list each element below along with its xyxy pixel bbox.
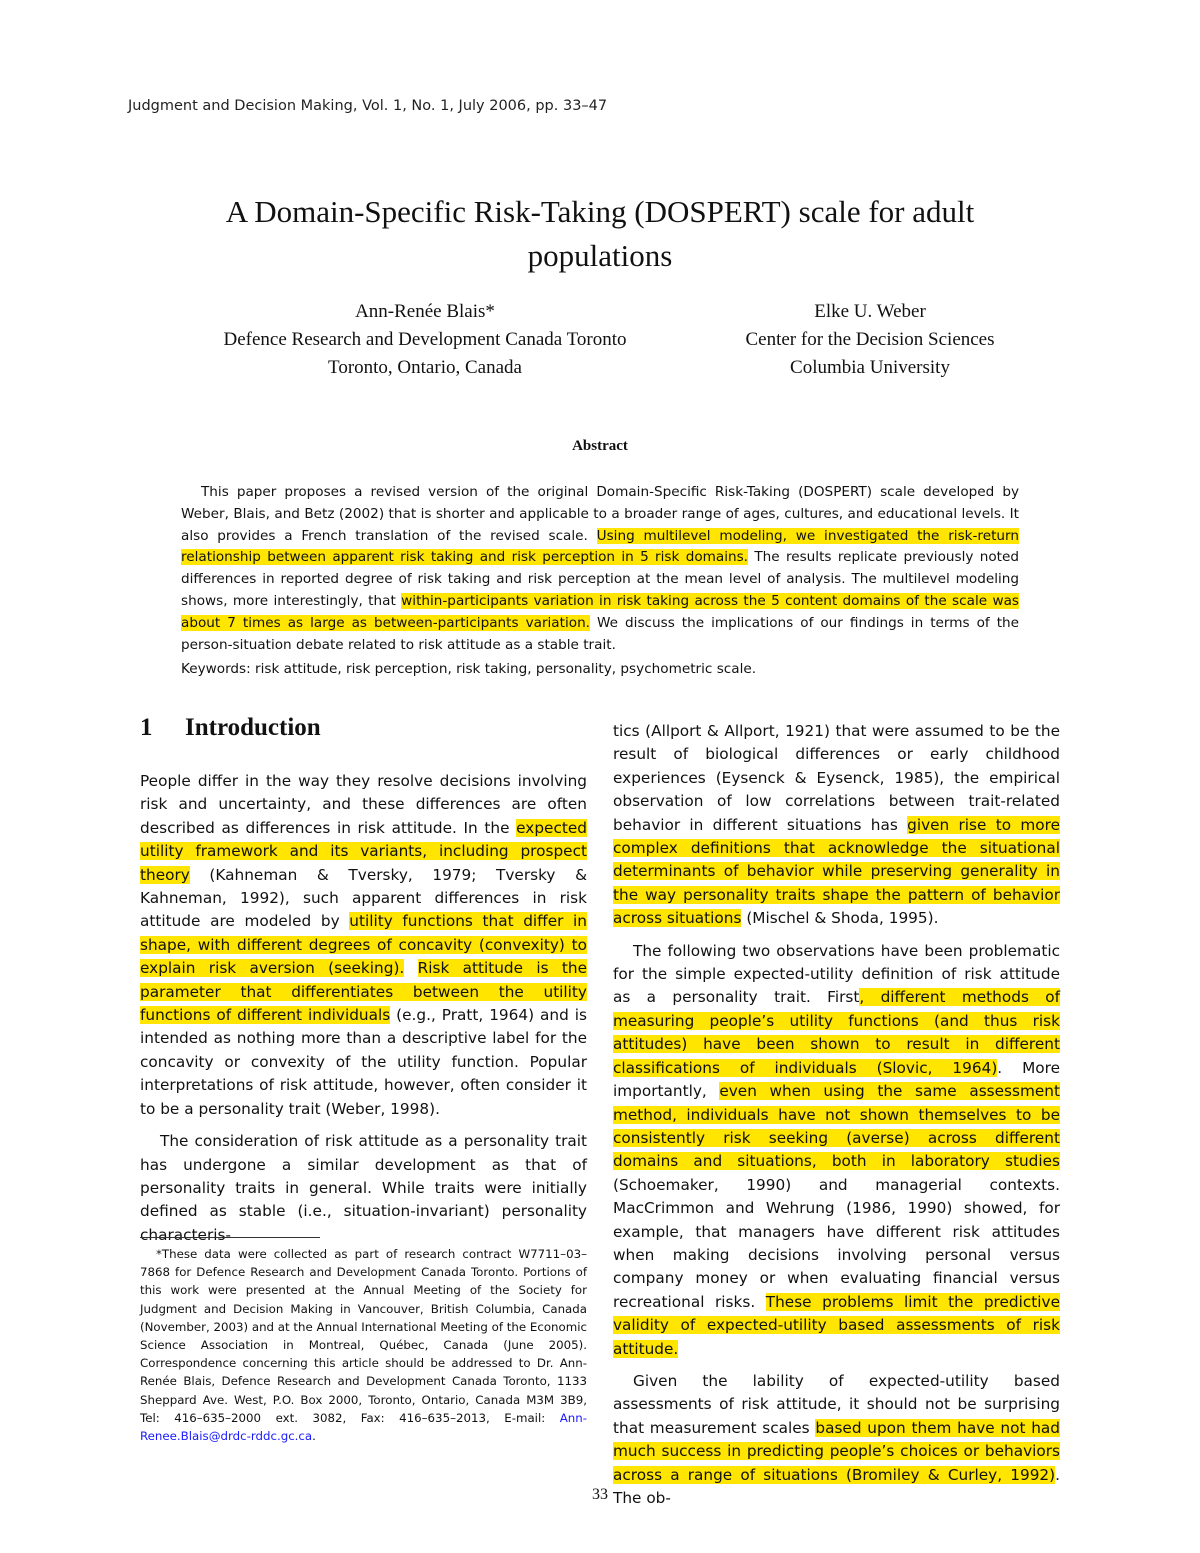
body-paragraph [140, 770, 587, 1121]
author-location: Columbia University [790, 357, 950, 378]
abstract-paragraph [181, 482, 1019, 656]
section-number: 1 [140, 714, 153, 741]
section-heading [140, 714, 321, 742]
author-affiliation: Defence Research and Development Canada Toronto [223, 329, 627, 350]
body-paragraph [613, 1370, 1060, 1510]
body-text: . More importantly, [613, 1058, 1060, 1101]
body-highlight: , different methods of measuring people’s utility functions (and thus risk attitudes) have been shown to result in different classifications of individuals (Slovic, 1964) [613, 988, 1060, 1077]
body-paragraph [140, 1130, 587, 1247]
abstract-highlight: within-participants variation in risk taking across the 5 content domains of the scale was about 7 times as large as between-participants variation. [181, 592, 1019, 631]
body-highlight: even when using the same assessment method, individuals have not shown themselves to be consistently risk seeking (averse) across different domains and situations, both in laboratory studies [613, 1082, 1060, 1171]
abstract-heading: Abstract [572, 438, 628, 454]
body-text: The consideration of risk attitude as a personality trait has undergone a similar development as that of personality traits in general. While traits were initially defined as stable (i.e., situation-invariant) personality characteris- [140, 1132, 587, 1244]
body-text: (Kahneman & Tversky, 1979; Tversky & Kahneman, 1992), such apparent differences in risk attitude are modeled by [140, 865, 587, 931]
body-text: People differ in the way they resolve decisions involving risk and uncertainty, and these differences are often described as differences in risk attitude. In the [140, 772, 587, 837]
right-column [613, 720, 1060, 1510]
body-paragraph [613, 720, 1060, 931]
body-highlight: These problems limit the predictive validity of expected-utility based assessments of risk attitude. [613, 1292, 1060, 1358]
author-location: Toronto, Ontario, Canada [328, 357, 522, 378]
body-highlight: given rise to more complex definitions that acknowledge the situational determinants of behavior while preserving generality in the way personality traits shape the pattern of behavior across situations [613, 815, 1060, 928]
author-block-1 [160, 298, 690, 382]
title-line-2: populations [527, 238, 673, 273]
abstract-text-segment: The results replicate previously noted differences in reported degree of risk taking and risk perception at the mean level of analysis. The multilevel modeling shows, more interestingly, that [181, 549, 1019, 609]
body-highlight: utility functions that differ in shape, with different degrees of concavity (convexity) to explain risk aversion (seeking). [140, 912, 587, 978]
body-text: Given the lability of expected-utility based assessments of risk attitude, it should not be surprising that measurement scales [613, 1371, 1060, 1437]
author-affiliation: Center for the Decision Sciences [745, 329, 995, 350]
body-highlight: Risk attitude is the parameter that differentiates between the utility functions of different individuals [140, 959, 587, 1025]
body-highlight: based upon them have not had much success in predicting people’s choices or behaviors across a range of situations (Bromiley & Curley, 1992) [613, 1418, 1060, 1484]
author-name: Elke U. Weber [814, 301, 926, 322]
abstract-text [181, 482, 1019, 656]
left-column [140, 770, 587, 1247]
running-head: Judgment and Decision Making, Vol. 1, No. 1, July 2006, pp. 33–47 [128, 98, 608, 114]
footnote-end: . [312, 1429, 316, 1444]
abstract-text-segment: This paper proposes a revised version of the original Domain-Specific Risk-Taking (DOSPERT) scale developed by Weber, Blais, and Betz (2002) that is shorter and applicable to a broader range of ages, cultures, and educational levels. It also provides a French translation of the revised scale. [181, 484, 1019, 544]
body-text: The following two observations have been problematic for the simple expected-utility definition of risk attitude as a personality trait. First [613, 941, 1060, 1007]
author-name: Ann-Renée Blais* [355, 301, 495, 322]
paper-title [100, 190, 1100, 278]
footnote-rule [140, 1237, 320, 1238]
footnote [140, 1245, 587, 1445]
body-text: (e.g., Pratt, 1964) and is intended as nothing more than a descriptive label for the concavity or convexity of the utility function. Popular interpretations of risk attitude, however, often consider it to be a personality trait (Weber, 1998). [140, 1006, 587, 1118]
body-text: . The ob- [613, 1465, 1060, 1507]
body-highlight: expected utility framework and its variants, including prospect theory [140, 818, 587, 884]
page-number: 33 [592, 1486, 608, 1503]
abstract-text-segment: We discuss the implications of our findings in terms of the person-situation debate related to risk attitude as a stable trait. [181, 614, 1019, 653]
footnote-text: *These data were collected as part of research contract W7711–03–7868 for Defence Research and Development Canada Toronto. Portions of this work were presented at the Annual Meeting of the Society for Judgment and Decision Making in Vancouver, British Columbia, Canada (November, 2003) and at the Annual International Meeting of the Economic Science Association in Montreal, Québec, Canada (June 2005). Correspondence concerning this article should be addressed to Dr. Ann-Renée Blais, Defence Research and Development Canada Toronto, 1133 Sheppard Ave. West, P.O. Box 2000, Toronto, Ontario, Canada M3M 3B9, Tel: 416–635–2000 ext. 3082, Fax: 416–635–2013, E-mail: [140, 1247, 587, 1425]
body-text [404, 959, 417, 977]
keywords: Keywords: risk attitude, risk perception, risk taking, personality, psychometric scale. [181, 661, 757, 677]
abstract-highlight: Using multilevel modeling, we investigated the risk-return relationship between apparent risk taking and risk perception in 5 risk domains. [181, 527, 1019, 566]
body-text: tics (Allport & Allport, 1921) that were assumed to be the result of biological differences or early childhood experiences (Eysenck & Eysenck, 1985), the empirical observation of low correlations between trait-related behavior in different situations has [613, 722, 1060, 834]
email-link[interactable]: Ann-Renee.Blais@drdc-rddc.gc.ca [140, 1410, 587, 1444]
body-paragraph [613, 940, 1060, 1361]
body-text: (Mischel & Shoda, 1995). [741, 909, 939, 928]
title-line-1: A Domain-Specific Risk-Taking (DOSPERT) scale for adult [225, 194, 975, 229]
body-text: (Schoemaker, 1990) and managerial contexts. MacCrimmon and Wehrung (1986, 1990) showed, for example, that managers have different risk attitudes when making decisions involving personal versus company money or when evaluating financial versus recreational risks. [613, 1175, 1060, 1311]
section-title: Introduction [185, 714, 321, 741]
author-block-2 [700, 298, 1040, 382]
